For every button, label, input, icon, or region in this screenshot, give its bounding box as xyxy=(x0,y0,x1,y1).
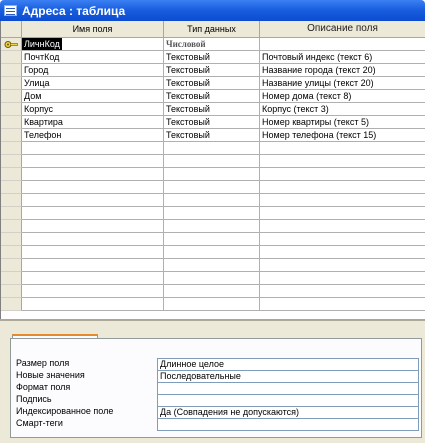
data-type-cell[interactable]: Текстовый xyxy=(164,90,260,103)
row-selector[interactable] xyxy=(1,142,22,155)
column-header-desc[interactable]: Описание поля xyxy=(260,21,425,38)
property-value[interactable]: Длинное целое xyxy=(157,358,419,371)
row-selector[interactable] xyxy=(1,155,22,168)
description-cell[interactable]: Название города (текст 20) xyxy=(260,64,425,77)
field-name-cell[interactable]: ЛичнКод xyxy=(22,38,62,51)
row-selector[interactable] xyxy=(1,64,22,77)
property-label: Размер поля xyxy=(16,358,70,368)
data-type-cell[interactable] xyxy=(164,194,260,207)
description-cell[interactable] xyxy=(260,194,425,207)
field-name-cell[interactable] xyxy=(22,272,164,285)
row-selector[interactable] xyxy=(1,194,22,207)
primary-key-icon xyxy=(4,40,18,49)
field-name-cell[interactable] xyxy=(22,181,164,194)
description-cell[interactable]: Номер телефона (текст 15) xyxy=(260,129,425,142)
property-label: Смарт-теги xyxy=(16,418,63,428)
description-cell[interactable] xyxy=(260,142,425,155)
description-cell[interactable] xyxy=(260,259,425,272)
row-selector[interactable] xyxy=(1,51,22,64)
field-name-cell[interactable]: Город xyxy=(22,64,164,77)
description-cell[interactable] xyxy=(260,285,425,298)
field-name-cell[interactable]: Телефон xyxy=(22,129,164,142)
field-name-cell[interactable] xyxy=(22,142,164,155)
description-cell[interactable]: Почтовый индекс (текст 6) xyxy=(260,51,425,64)
data-type-cell[interactable] xyxy=(164,142,260,155)
field-grid xyxy=(0,21,425,319)
description-cell[interactable]: Название улицы (текст 20) xyxy=(260,77,425,90)
data-type-cell[interactable]: Текстовый xyxy=(164,51,260,64)
row-selector[interactable] xyxy=(1,233,22,246)
description-cell[interactable]: Номер квартиры (текст 5) xyxy=(260,116,425,129)
data-type-cell[interactable]: Текстовый xyxy=(164,77,260,90)
row-selector[interactable] xyxy=(1,298,22,311)
column-header-name[interactable]: Имя поля xyxy=(22,21,164,38)
field-name-cell[interactable] xyxy=(22,259,164,272)
field-name-cell[interactable]: ПочтКод xyxy=(22,51,164,64)
row-selector[interactable] xyxy=(1,285,22,298)
grid-corner xyxy=(1,21,22,38)
data-type-cell[interactable] xyxy=(164,233,260,246)
description-cell[interactable] xyxy=(260,155,425,168)
field-name-cell[interactable] xyxy=(22,155,164,168)
data-type-cell[interactable]: Текстовый xyxy=(164,103,260,116)
description-cell[interactable] xyxy=(260,246,425,259)
row-selector[interactable] xyxy=(1,220,22,233)
field-name-cell[interactable] xyxy=(22,194,164,207)
description-cell[interactable] xyxy=(260,298,425,311)
field-name-cell[interactable] xyxy=(22,233,164,246)
field-name-cell[interactable] xyxy=(22,298,164,311)
data-type-cell[interactable] xyxy=(164,298,260,311)
row-selector[interactable] xyxy=(1,103,22,116)
property-value[interactable]: Да (Совпадения не допускаются) xyxy=(157,406,419,419)
field-name-cell[interactable] xyxy=(22,285,164,298)
property-value[interactable]: Последовательные xyxy=(157,370,419,383)
field-name-cell[interactable] xyxy=(22,207,164,220)
field-name-cell[interactable] xyxy=(22,168,164,181)
description-cell[interactable] xyxy=(260,181,425,194)
column-header-type[interactable]: Тип данных xyxy=(164,21,260,38)
field-name-cell[interactable]: Улица xyxy=(22,77,164,90)
table-icon xyxy=(4,5,17,16)
data-type-cell[interactable] xyxy=(164,246,260,259)
data-type-cell[interactable] xyxy=(164,155,260,168)
data-type-cell[interactable] xyxy=(164,168,260,181)
description-cell[interactable] xyxy=(260,168,425,181)
property-value[interactable] xyxy=(157,418,419,431)
data-type-cell[interactable] xyxy=(164,207,260,220)
description-cell[interactable]: Номер дома (текст 8) xyxy=(260,90,425,103)
row-selector[interactable] xyxy=(1,207,22,220)
window-titlebar[interactable] xyxy=(0,0,425,21)
row-selector[interactable] xyxy=(1,246,22,259)
window-title: Адреса : таблица xyxy=(22,3,126,18)
data-type-cell[interactable]: Текстовый xyxy=(164,64,260,77)
description-cell[interactable] xyxy=(260,207,425,220)
row-selector[interactable] xyxy=(1,77,22,90)
data-type-cell[interactable] xyxy=(164,181,260,194)
data-type-cell[interactable]: Текстовый xyxy=(164,129,260,142)
field-name-cell[interactable] xyxy=(22,246,164,259)
data-type-cell[interactable] xyxy=(164,259,260,272)
field-name-cell[interactable]: Дом xyxy=(22,90,164,103)
data-type-cell[interactable]: Текстовый xyxy=(164,116,260,129)
property-label: Подпись xyxy=(16,394,52,404)
data-type-cell[interactable] xyxy=(164,285,260,298)
field-name-cell-fill[interactable] xyxy=(62,38,164,51)
field-name-cell[interactable]: Квартира xyxy=(22,116,164,129)
field-name-cell[interactable]: Корпус xyxy=(22,103,164,116)
description-cell[interactable] xyxy=(260,272,425,285)
data-type-cell[interactable]: Числовой xyxy=(164,38,260,51)
row-selector[interactable] xyxy=(1,272,22,285)
row-selector[interactable] xyxy=(1,181,22,194)
row-selector[interactable] xyxy=(1,129,22,142)
row-selector[interactable] xyxy=(1,259,22,272)
description-cell[interactable] xyxy=(260,38,425,51)
description-cell[interactable] xyxy=(260,233,425,246)
row-selector[interactable] xyxy=(1,168,22,181)
data-type-cell[interactable] xyxy=(164,220,260,233)
description-cell[interactable] xyxy=(260,220,425,233)
property-label: Формат поля xyxy=(16,382,71,392)
description-cell[interactable]: Корпус (текст 3) xyxy=(260,103,425,116)
data-type-cell[interactable] xyxy=(164,272,260,285)
field-name-cell[interactable] xyxy=(22,220,164,233)
row-selector[interactable] xyxy=(1,116,22,129)
property-label: Индексированное поле xyxy=(16,406,114,416)
row-selector[interactable] xyxy=(1,90,22,103)
property-label: Новые значения xyxy=(16,370,85,380)
